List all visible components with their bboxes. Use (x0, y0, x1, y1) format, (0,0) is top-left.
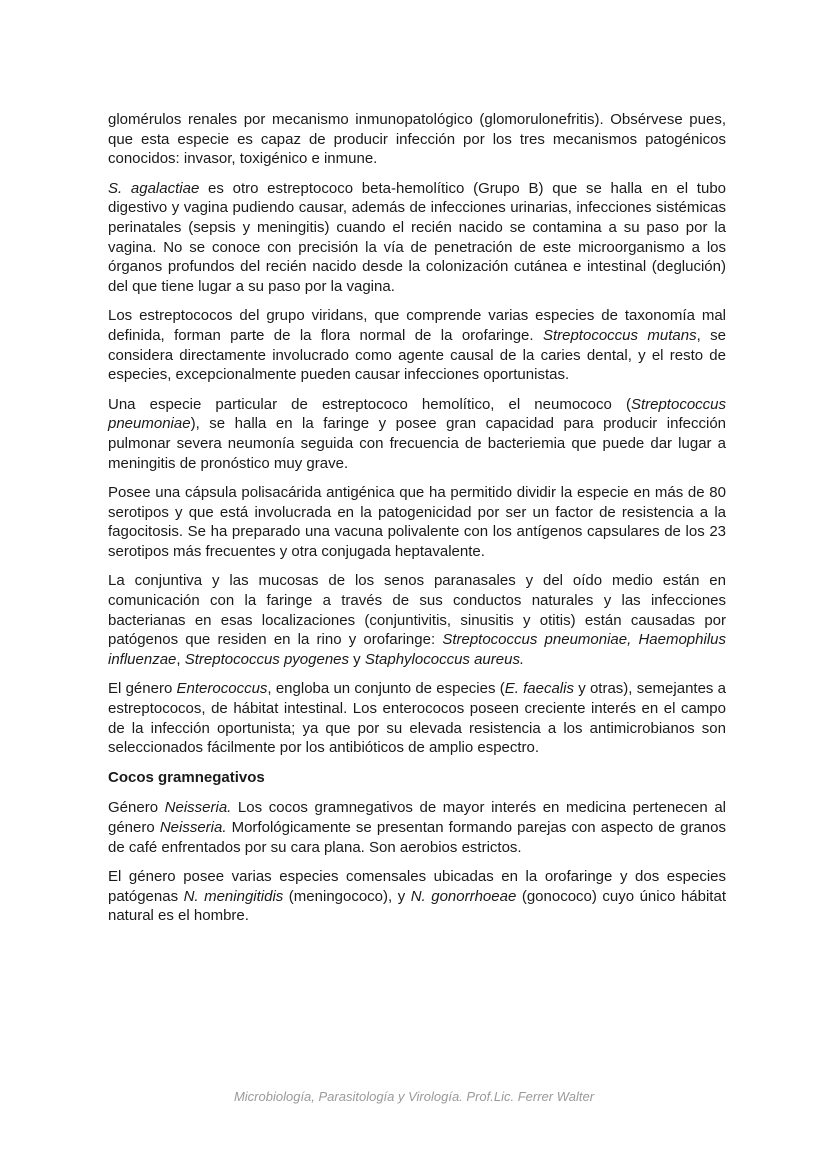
paragraph-text: Los estreptococos del grupo viridans, que comprende varias especies de taxonomía mal definida, forman parte de la flora normal de la orofaringe. (108, 307, 726, 344)
paragraph-text: La conjuntiva y las mucosas de los senos paranasales y del oído medio están en comunicación con la faringe a través de sus conductos naturales y las infecciones bacterianas en esas localizaciones (conjuntivitis, sinusitis y otitis) están causadas por patógenos que residen en la rino y orofaringe: (108, 572, 726, 649)
paragraph-especies-patogenas (108, 867, 726, 926)
genus-name: Enterococcus (176, 680, 268, 698)
paragraph-agalactiae (108, 179, 726, 297)
paragraph-text: Género (108, 799, 165, 817)
paragraph-text: (meningococo), y (283, 887, 411, 905)
paragraph-neumococo (108, 395, 726, 473)
species-name: Streptococcus mutans (542, 326, 697, 344)
paragraph-text: , engloba un conjunto de especies ( (267, 680, 505, 698)
species-name: Staphylococcus aureus. (364, 650, 525, 668)
paragraph-text: Posee una cápsula polisacárida antigénica que ha permitido dividir la especie en más de 80 serotipos y que está involucrada en la patogenicidad por ser un factor de resistencia a la fagocitosis. Se ha preparado una vacuna polivalente con los antígenos capsulares de los 23 serotipos más frecuentes y otra conjugada heptavalente. (108, 484, 726, 560)
paragraph-neisseria (108, 798, 726, 857)
paragraph-text: es otro estreptococo beta-hemolítico (Grupo B) que se halla en el tubo digestivo y vagina pudiendo causar, además de infecciones urinarias, infecciones sistémicas perinatales (sepsis y meningitis) cuando el recién nacido se contamina a su paso por la vagina. No se conoce con precisión la vía de penetración de este microorganismo a los órganos profundos del recién nacido desde la colonización cutánea e intestinal (deglución) del que tiene lugar a su paso por la vagina. (108, 179, 726, 295)
paragraph-text: ), se halla en la faringe y posee gran capacidad para producir infección pulmonar severa neumonía seguida con frecuencia de bacteriemia que puede dar lugar a meningitis de pronóstico muy grave. (108, 415, 726, 472)
paragraph-text: , (176, 650, 185, 668)
species-name: N. meningitidis (183, 887, 284, 905)
genus-name: Neisseria. (159, 819, 227, 836)
species-name: N. gonorrhoeae (410, 887, 517, 905)
paragraph-text: glomérulos renales por mecanismo inmunopatológico (glomorulonefritis). Obsérvese pues, que esta especie es capaz de producir infección por los tres mecanismos patogénicos conocidos: invasor, toxigénico e inmune. (108, 111, 726, 168)
paragraph-capsula (108, 483, 726, 561)
paragraph-glomerulos (108, 110, 726, 169)
species-name: S. agalactiae (108, 179, 200, 197)
paragraph-text: y (349, 650, 365, 668)
page-footer: Microbiología, Parasitología y Virología. Prof.Lic. Ferrer Walter (233, 1089, 595, 1104)
section-heading: Cocos gramnegativos (108, 768, 265, 786)
paragraph-text: (gonococo) cuyo único hábitat natural es el hombre. (108, 887, 726, 925)
paragraph-text: Una especie particular de estreptococo hemolítico, el neumococo ( (108, 395, 631, 413)
paragraph-viridans (108, 306, 726, 384)
paragraph-text: Morfológicamente se presentan formando parejas con aspecto de granos de café enfrentados por su cara plana. Son aerobios estrictos. (108, 819, 726, 856)
paragraph-text: Los cocos gramnegativos de mayor interés en medicina pertenecen al género (108, 799, 726, 836)
paragraph-text: El género posee varias especies comensales ubicadas en la orofaringe y dos especies patógenas (108, 868, 726, 905)
species-name: Streptococcus pyogenes (184, 650, 350, 668)
genus-name: Neisseria. (164, 799, 232, 817)
species-name: Streptococcus pneumoniae (108, 395, 726, 433)
document-body (108, 110, 726, 936)
paragraph-conjuntiva (108, 571, 726, 669)
paragraph-text: , se considera directamente involucrado como agente causal de la caries dental, y el resto de especies, excepcionalmente pueden causar infecciones oportunistas. (108, 326, 726, 384)
paragraph-text: El género (108, 680, 177, 698)
species-name: E. faecalis (504, 680, 574, 698)
paragraph-text: y otras), semejantes a estreptococos, de hábitat intestinal. Los enterococos poseen creciente interés en el campo de la infección oportunista; ya que por su elevada resistencia a los antimicrobianos son seleccionados fácilmente por los antibióticos de amplio espectro. (108, 680, 727, 757)
species-name: Streptococcus pneumoniae, Haemophilus influenzae (108, 631, 726, 668)
paragraph-enterococcus (108, 679, 726, 757)
